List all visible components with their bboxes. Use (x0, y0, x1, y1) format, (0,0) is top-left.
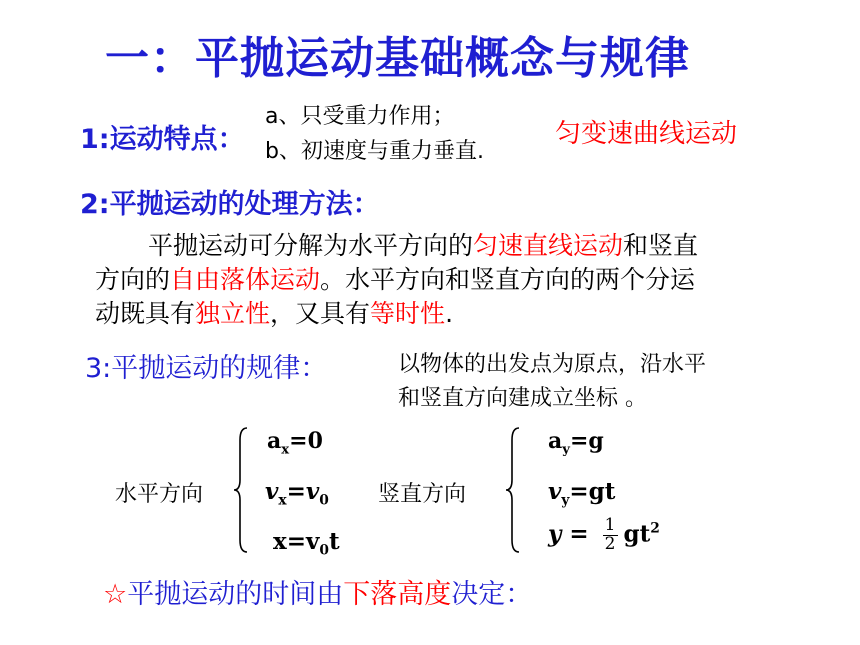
highlight-fall-height: 下落高度 (343, 579, 452, 610)
point-a: a、只受重力作用； (265, 104, 455, 129)
text: 平抛运动的时间由 (127, 579, 344, 610)
text: t (328, 528, 340, 555)
equals: = (561, 520, 597, 548)
text: 。水平方向和竖直方向的两个分运 (320, 265, 696, 294)
text: 和竖直 (623, 231, 699, 260)
text: 方向的 (95, 265, 171, 294)
horizontal-eq-x (273, 528, 340, 559)
subscript: x (281, 442, 290, 458)
subscript: 0 (319, 492, 329, 509)
text: x=v (273, 528, 320, 555)
vertical-label: 竖直方向 (378, 482, 467, 507)
vertical-eq-y (548, 517, 660, 554)
symbol: a (267, 428, 282, 454)
highlight-free-fall: 自由落体运动 (170, 265, 321, 294)
numerator: 1 (604, 515, 616, 535)
subscript: x (278, 492, 287, 509)
text: gt (623, 520, 651, 548)
section2-heading: 2:平抛运动的处理方法： (80, 189, 380, 220)
denominator: 2 (604, 533, 616, 554)
section3-heading: 3:平抛运动的规律： (85, 353, 328, 384)
fraction-one-half (603, 517, 618, 554)
subscript: 0 (319, 542, 329, 559)
superscript: 2 (650, 520, 660, 537)
text: 决定： (451, 579, 533, 610)
vertical-brace (504, 425, 524, 555)
text: =v (286, 478, 320, 505)
symbol: v (548, 478, 562, 505)
subscript: y (561, 492, 570, 509)
section2-line2 (95, 260, 695, 296)
horizontal-eq-vx (265, 478, 329, 509)
motion-conclusion: 匀变速曲线运动 (555, 119, 738, 149)
symbol: y (548, 520, 562, 548)
section3-desc-line2: 和竖直方向建成立坐标 。 (398, 386, 647, 411)
horizontal-brace (232, 425, 252, 555)
point-b: b、初速度与重力垂直. (265, 139, 484, 164)
vertical-eq-vy (548, 478, 616, 509)
highlight-independence: 独立性 (195, 299, 271, 328)
text: ，又具有 (270, 299, 371, 328)
symbol: v (265, 478, 279, 505)
vertical-eq-ay (548, 428, 604, 458)
page-title: 一：平抛运动基础概念与规律 (105, 33, 690, 84)
text: =g (569, 428, 604, 454)
text: 平抛运动可分解为水平方向的 (148, 231, 474, 260)
footer-note (103, 572, 532, 611)
star-icon: ☆ (103, 579, 128, 610)
text: =0 (289, 428, 323, 454)
section1-heading: 1:运动特点： (80, 124, 245, 155)
highlight-simultaneity: 等时性 (370, 299, 446, 328)
section3-desc-line1: 以物体的出发点为原点，沿水平 (398, 352, 707, 377)
section2-line1 (148, 226, 698, 262)
section2-line3 (95, 294, 453, 330)
horizontal-eq-ax (267, 428, 323, 458)
symbol: a (548, 428, 563, 454)
text: . (445, 299, 454, 328)
horizontal-label: 水平方向 (115, 482, 204, 507)
text: =gt (569, 478, 616, 505)
subscript: y (562, 442, 570, 458)
text: 动既具有 (95, 299, 196, 328)
highlight-uniform-motion: 匀速直线运动 (473, 231, 624, 260)
